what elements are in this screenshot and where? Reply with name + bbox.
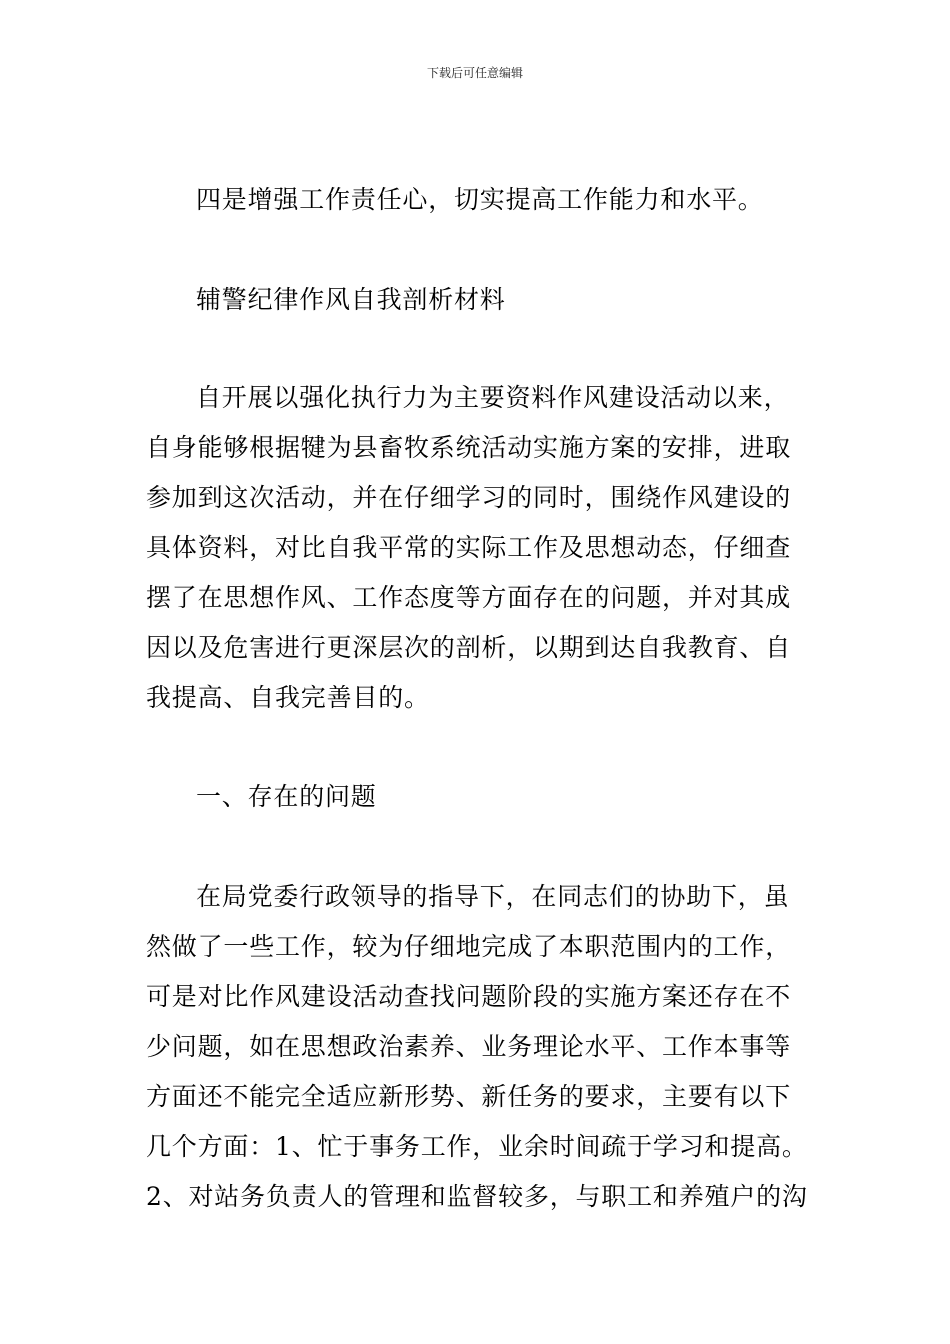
paragraph-line: 自身能够根据犍为县畜牧系统活动实施方案的安排，进取 [146,433,792,462]
paragraph-line: 在局党委行政领导的指导下，在同志们的协助下，虽 [196,882,790,911]
paragraph-line: 四是增强工作责任心，切实提高工作能力和水平。 [196,185,764,214]
header-note: 下载后可任意编辑 [426,66,523,80]
paragraph-line: 我提高、自我完善目的。 [146,683,430,712]
paragraph-line: 少问题，如在思想政治素养、业务理论水平、工作本事等 [146,1032,792,1061]
paragraph-line: 几个方面：1、忙于事务工作，业余时间疏于学习和提高。 [146,1132,808,1161]
paragraph-line: 方面还不能完全适应新形势、新任务的要求，主要有以下 [146,1082,792,1111]
paragraph-line: 因以及危害进行更深层次的剖析，以期到达自我教育、自 [146,633,792,662]
paragraph-line: 具体资料，对比自我平常的实际工作及思想动态，仔细查 [146,533,792,562]
paragraph-line: 自开展以强化执行力为主要资料作风建设活动以来， [196,383,790,412]
section-heading: 一、存在的问题 [196,782,377,811]
paragraph-line: 2、对站务负责人的管理和监督较多，与职工和养殖户的沟 [146,1182,808,1211]
paragraph-line: 参加到这次活动，并在仔细学习的同时，围绕作风建设的 [146,483,792,512]
paragraph-line: 摆了在思想作风、工作态度等方面存在的问题，并对其成 [146,583,792,612]
paragraph-line: 然做了一些工作，较为仔细地完成了本职范围内的工作， [146,932,792,961]
section-title: 辅警纪律作风自我剖析材料 [196,285,506,314]
paragraph-line: 可是对比作风建设活动查找问题阶段的实施方案还存在不 [146,982,792,1011]
